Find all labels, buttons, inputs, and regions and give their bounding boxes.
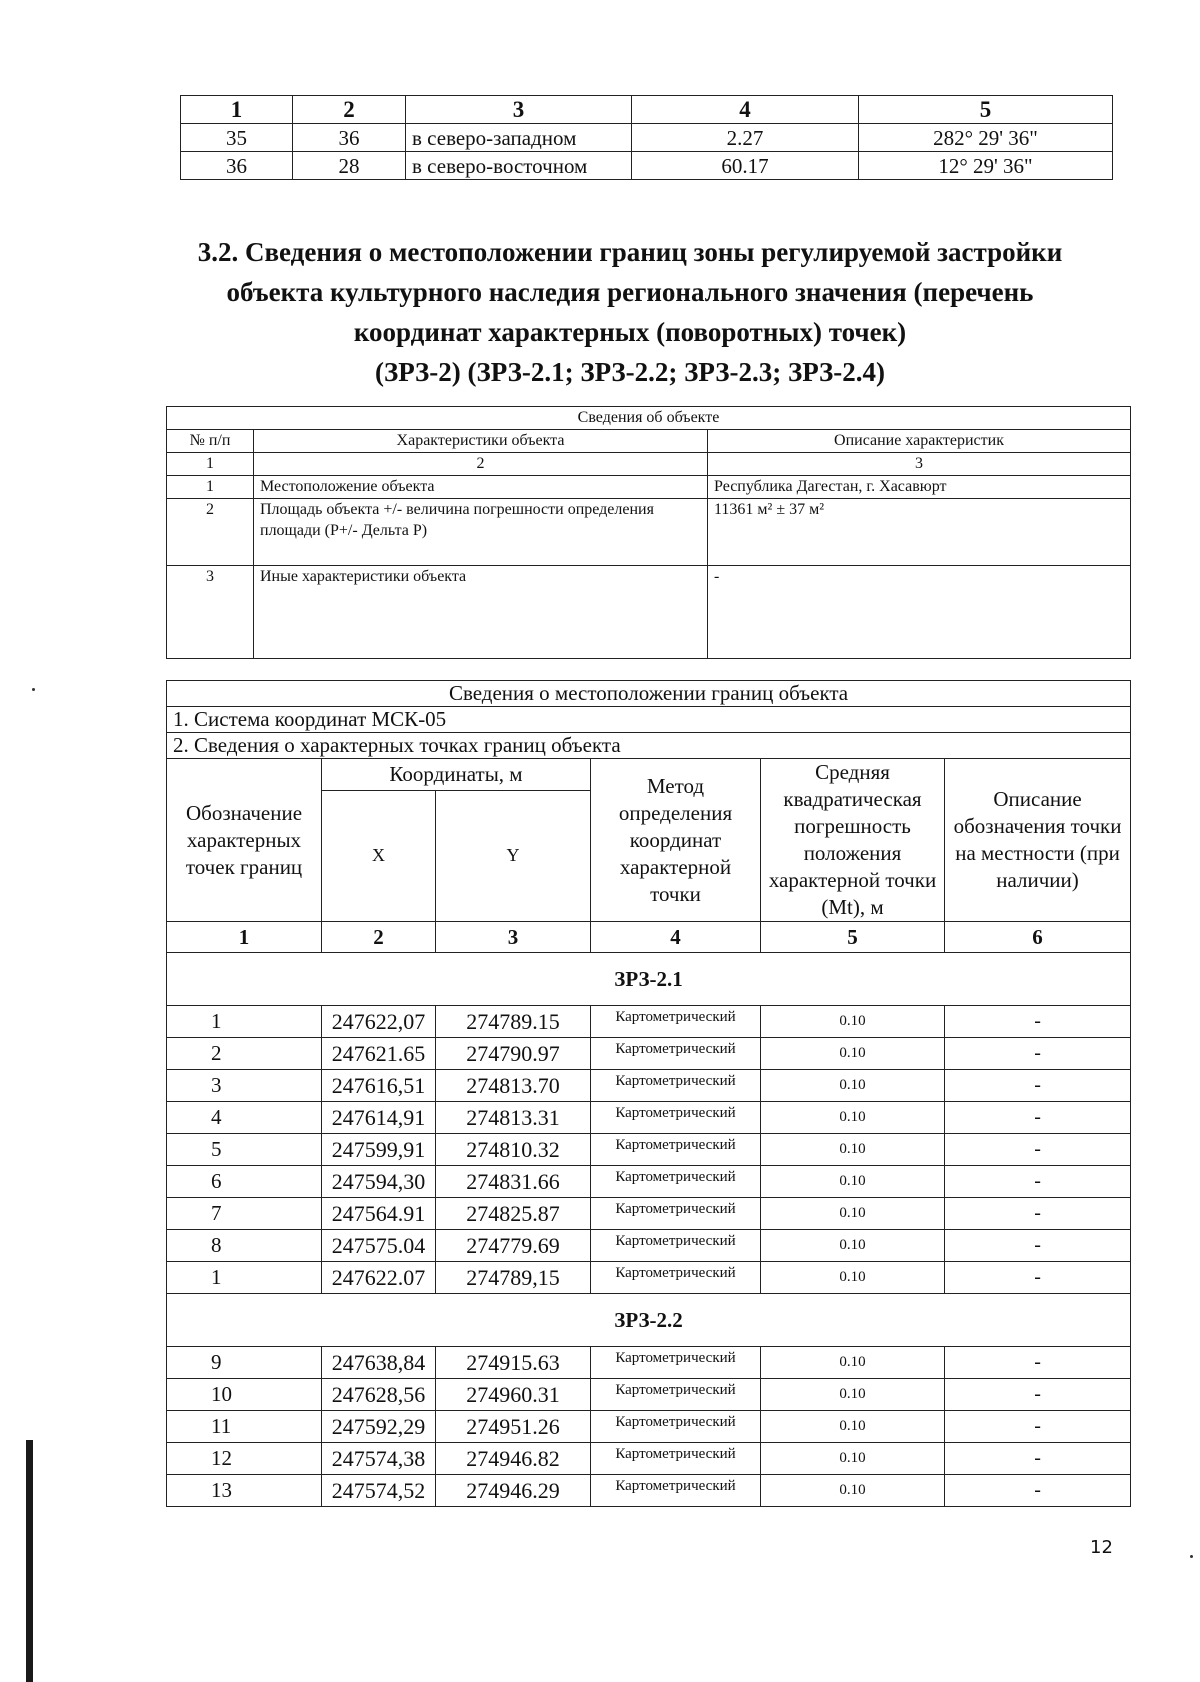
point-method: Картометрический [591, 1443, 761, 1475]
point-error: 0.10 [761, 1443, 945, 1475]
table-row [181, 152, 1113, 180]
point-y: 274789.15 [436, 1006, 591, 1038]
point-x: 247574,52 [322, 1475, 436, 1507]
point-y: 274946.29 [436, 1475, 591, 1507]
point-number: 1 [167, 1006, 322, 1038]
title-line: объекта культурного наследия регионального значения (перечень [226, 277, 1034, 307]
header-x: X [322, 790, 436, 921]
scan-speck [32, 688, 35, 691]
point-description: - [945, 1070, 1131, 1102]
point-description: - [945, 1443, 1131, 1475]
info-header-char: Характеристики объекта [254, 430, 708, 453]
point-x: 247621.65 [322, 1038, 436, 1070]
column-number: 2 [322, 922, 436, 953]
point-method: Картометрический [591, 1102, 761, 1134]
point-number: 13 [167, 1475, 322, 1507]
top-header-cell: 5 [859, 96, 1113, 124]
header-description: Описание обозначения точки на местности (при наличии) [945, 759, 1131, 922]
point-method: Картометрический [591, 1198, 761, 1230]
point-description: - [945, 1230, 1131, 1262]
top-cell: 35 [181, 124, 293, 152]
table-row [167, 1411, 1131, 1443]
boundary-points-table [166, 680, 1131, 1507]
column-number: 4 [591, 922, 761, 953]
header-error: Средняя квадратическая погрешность положения характерной точки (Mt), м [761, 759, 945, 922]
point-error: 0.10 [761, 1347, 945, 1379]
section-title [150, 232, 1110, 392]
point-x: 247564.91 [322, 1198, 436, 1230]
point-x: 247599,91 [322, 1134, 436, 1166]
point-description: - [945, 1006, 1131, 1038]
point-number: 10 [167, 1379, 322, 1411]
top-cell: 12° 29' 36" [859, 152, 1113, 180]
info-row-char: Местоположение объекта [254, 476, 708, 499]
point-x: 247616,51 [322, 1070, 436, 1102]
point-y: 274825.87 [436, 1198, 591, 1230]
title-line: (ЗРЗ-2) (ЗРЗ-2.1; ЗРЗ-2.2; ЗРЗ-2.3; ЗРЗ-2.4) [374, 357, 886, 387]
info-header-desc: Описание характеристик [708, 430, 1131, 453]
point-error: 0.10 [761, 1070, 945, 1102]
top-cell: 282° 29' 36" [859, 124, 1113, 152]
object-info-table [166, 406, 1131, 659]
point-x: 247622,07 [322, 1006, 436, 1038]
point-description: - [945, 1347, 1131, 1379]
point-number: 9 [167, 1347, 322, 1379]
table-row [167, 1006, 1131, 1038]
point-y: 274831.66 [436, 1166, 591, 1198]
point-error: 0.10 [761, 1166, 945, 1198]
table-row [167, 1443, 1131, 1475]
table-row [167, 1166, 1131, 1198]
point-method: Картометрический [591, 1475, 761, 1507]
point-x: 247622.07 [322, 1262, 436, 1294]
point-y: 274960.31 [436, 1379, 591, 1411]
point-error: 0.10 [761, 1038, 945, 1070]
point-number: 6 [167, 1166, 322, 1198]
info-row-desc: 11361 м² ± 37 м² [708, 499, 1131, 566]
point-y: 274810.32 [436, 1134, 591, 1166]
info-row-num: 1 [167, 476, 254, 499]
point-x: 247592,29 [322, 1411, 436, 1443]
header-designation: Обозначение характерных точек границ [167, 759, 322, 922]
point-x: 247628,56 [322, 1379, 436, 1411]
points-caption: 2. Сведения о характерных точках границ объекта [167, 733, 1131, 759]
point-description: - [945, 1475, 1131, 1507]
point-x: 247638,84 [322, 1347, 436, 1379]
table-row [167, 1379, 1131, 1411]
point-y: 274789,15 [436, 1262, 591, 1294]
scan-edge-mark [26, 1440, 33, 1682]
column-number: 5 [761, 922, 945, 953]
point-y: 274951.26 [436, 1411, 591, 1443]
table-row [167, 1198, 1131, 1230]
point-number: 3 [167, 1070, 322, 1102]
zone-header: ЗРЗ-2.2 [167, 1294, 1131, 1347]
point-number: 1 [167, 1262, 322, 1294]
coord-system: 1. Система координат МСК-05 [167, 707, 1131, 733]
point-number: 7 [167, 1198, 322, 1230]
top-cell: 36 [181, 152, 293, 180]
point-method: Картометрический [591, 1038, 761, 1070]
info-row-desc: Республика Дагестан, г. Хасавюрт [708, 476, 1131, 499]
top-header-cell: 3 [406, 96, 632, 124]
top-header-cell: 2 [293, 96, 406, 124]
point-error: 0.10 [761, 1198, 945, 1230]
header-method: Метод определения координат характерной точки [591, 759, 761, 922]
point-error: 0.10 [761, 1411, 945, 1443]
point-method: Картометрический [591, 1006, 761, 1038]
title-line: 3.2. Сведения о местоположении границ зоны регулируемой застройки [197, 237, 1063, 267]
point-error: 0.10 [761, 1006, 945, 1038]
table-row [167, 1475, 1131, 1507]
point-error: 0.10 [761, 1475, 945, 1507]
point-number: 2 [167, 1038, 322, 1070]
point-description: - [945, 1102, 1131, 1134]
zone-header: ЗРЗ-2.1 [167, 953, 1131, 1006]
boundary-caption: Сведения о местоположении границ объекта [167, 681, 1131, 707]
point-x: 247575.04 [322, 1230, 436, 1262]
point-method: Картометрический [591, 1379, 761, 1411]
point-y: 274813.31 [436, 1102, 591, 1134]
point-method: Картометрический [591, 1166, 761, 1198]
table-row [167, 1347, 1131, 1379]
point-description: - [945, 1411, 1131, 1443]
top-header-cell: 1 [181, 96, 293, 124]
point-number: 4 [167, 1102, 322, 1134]
point-y: 274946.82 [436, 1443, 591, 1475]
top-cell: 28 [293, 152, 406, 180]
point-y: 274779.69 [436, 1230, 591, 1262]
info-header-num: № п/п [167, 430, 254, 453]
point-y: 274790.97 [436, 1038, 591, 1070]
point-method: Картометрический [591, 1411, 761, 1443]
point-description: - [945, 1134, 1131, 1166]
point-error: 0.10 [761, 1102, 945, 1134]
point-description: - [945, 1198, 1131, 1230]
point-method: Картометрический [591, 1070, 761, 1102]
point-method: Картометрический [591, 1262, 761, 1294]
info-row-char: Площадь объекта +/- величина погрешности определения площади (Р+/- Дельта Р) [254, 499, 708, 566]
point-number: 12 [167, 1443, 322, 1475]
point-description: - [945, 1379, 1131, 1411]
point-method: Картометрический [591, 1134, 761, 1166]
top-cell: в северо-восточном [406, 152, 632, 180]
point-error: 0.10 [761, 1134, 945, 1166]
top-cell: 2.27 [632, 124, 859, 152]
point-x: 247594,30 [322, 1166, 436, 1198]
point-method: Картометрический [591, 1347, 761, 1379]
info-num-cell: 2 [254, 453, 708, 476]
point-number: 8 [167, 1230, 322, 1262]
top-cell: 36 [293, 124, 406, 152]
info-row-desc: - [708, 566, 1131, 659]
header-y: Y [436, 790, 591, 921]
point-y: 274915.63 [436, 1347, 591, 1379]
info-num-cell: 1 [167, 453, 254, 476]
top-cell: 60.17 [632, 152, 859, 180]
scan-speck [1190, 1555, 1193, 1558]
point-description: - [945, 1262, 1131, 1294]
point-description: - [945, 1038, 1131, 1070]
point-number: 5 [167, 1134, 322, 1166]
table-row [181, 124, 1113, 152]
point-error: 0.10 [761, 1379, 945, 1411]
title-line: координат характерных (поворотных) точек) [353, 317, 907, 347]
point-error: 0.10 [761, 1262, 945, 1294]
header-coords: Координаты, м [322, 759, 591, 791]
column-number: 3 [436, 922, 591, 953]
point-method: Картометрический [591, 1230, 761, 1262]
info-num-cell: 3 [708, 453, 1131, 476]
top-header-cell: 4 [632, 96, 859, 124]
table-row [167, 1070, 1131, 1102]
direction-table [180, 95, 1113, 180]
point-x: 247614,91 [322, 1102, 436, 1134]
info-row-num: 2 [167, 499, 254, 566]
top-cell: в северо-западном [406, 124, 632, 152]
point-description: - [945, 1166, 1131, 1198]
column-number: 1 [167, 922, 322, 953]
table-row [167, 1262, 1131, 1294]
info-row-num: 3 [167, 566, 254, 659]
info-caption: Сведения об объекте [167, 407, 1131, 430]
table-row [167, 1102, 1131, 1134]
point-error: 0.10 [761, 1230, 945, 1262]
info-row-char: Иные характеристики объекта [254, 566, 708, 659]
point-y: 274813.70 [436, 1070, 591, 1102]
point-x: 247574,38 [322, 1443, 436, 1475]
page-number: 12 [1090, 1537, 1113, 1558]
table-row [167, 1134, 1131, 1166]
column-number: 6 [945, 922, 1131, 953]
table-row [167, 1038, 1131, 1070]
point-number: 11 [167, 1411, 322, 1443]
table-row [167, 1230, 1131, 1262]
